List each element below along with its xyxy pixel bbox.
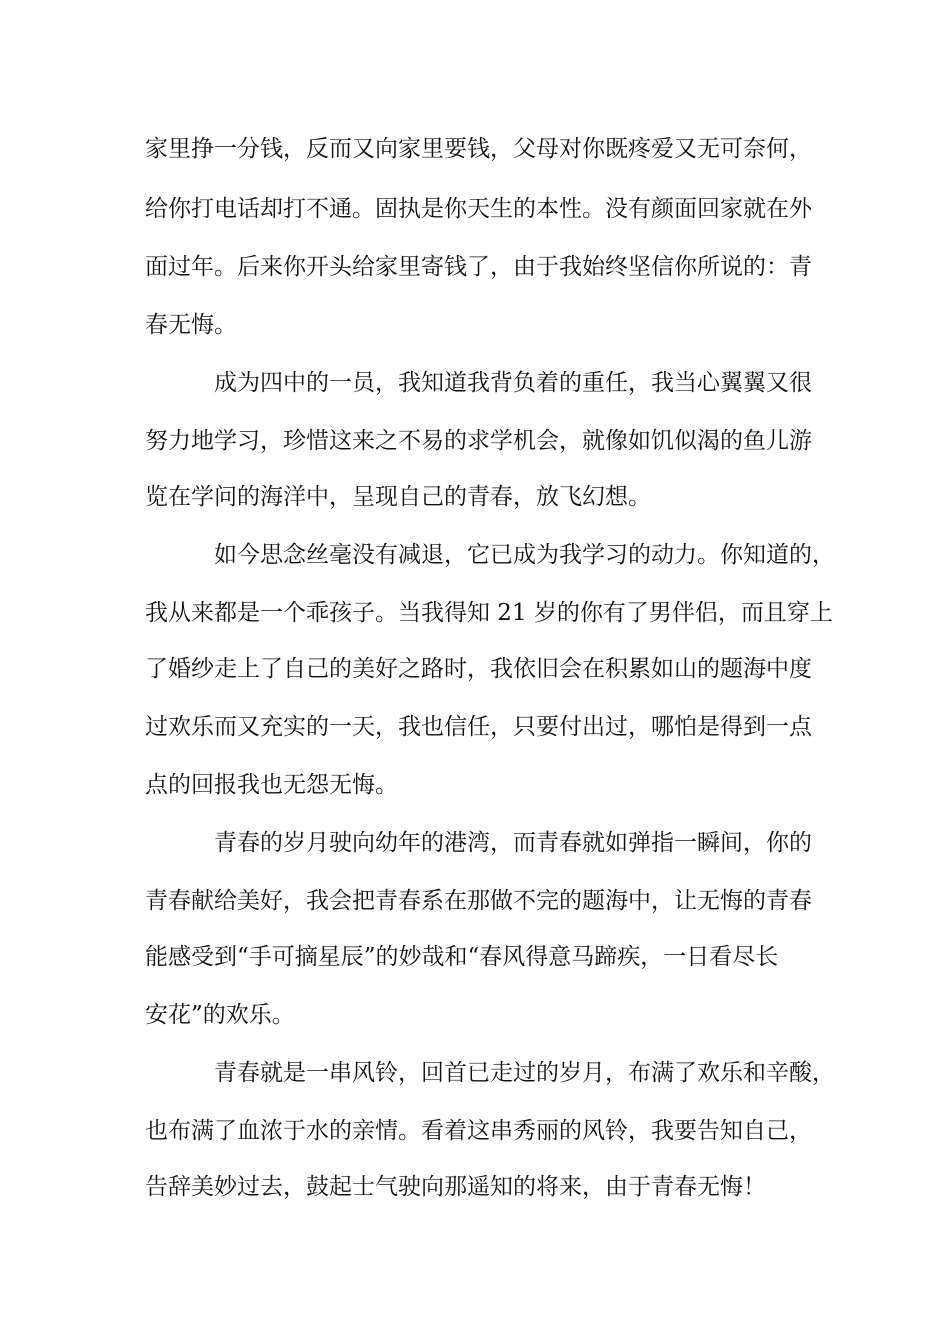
text-line: 能感受到“手可摘星辰”的妙哉和“春风得意马蹄疾，一日看尽长 xyxy=(145,944,779,970)
text-line: 览在学问的海洋中，呈现自己的青春，放飞幻想。 xyxy=(145,484,651,510)
paragraph-first-line: 如今思念丝毫没有减退，它已成为我学习的动力。你知道的， xyxy=(214,542,835,568)
paragraph-first-line: 青春的岁月驶向幼年的港湾，而青春就如弹指一瞬间，你的 xyxy=(214,830,812,856)
text-line: 告辞美妙过去，鼓起士气驶向那遥知的将来，由于青春无悔！ xyxy=(145,1174,766,1200)
text-line: 春无悔。 xyxy=(145,312,237,338)
text-line: 过欢乐而又充实的一天，我也信任，只要付出过，哪怕是得到一点 xyxy=(145,714,812,740)
text-line: 努力地学习，珍惜这来之不易的求学机会，就像如饥似渴的鱼儿游 xyxy=(145,428,812,454)
text-line: 了婚纱走上了自己的美好之路时，我依旧会在积累如山的题海中度 xyxy=(145,656,812,682)
text-line: 给你打电话却打不通。固执是你天生的本性。没有颜面回家就在外 xyxy=(145,196,812,222)
paragraph-first-line: 青春就是一串风铃，回首已走过的岁月，布满了欢乐和辛酸， xyxy=(214,1060,835,1086)
paragraph-first-line: 成为四中的一员，我知道我背负着的重任，我当心翼翼又很 xyxy=(214,370,812,396)
text-line: 我从来都是一个乖孩子。当我得知 21 岁的你有了男伴侣，而且穿上 xyxy=(145,600,833,626)
text-line: 点的回报我也无怨无悔。 xyxy=(145,772,398,798)
text-line: 安花”的欢乐。 xyxy=(145,1002,295,1028)
text-line: 青春献给美好，我会把青春系在那做不完的题海中，让无悔的青春 xyxy=(145,888,812,914)
text-line: 也布满了血浓于水的亲情。看着这串秀丽的风铃，我要告知自己， xyxy=(145,1118,812,1144)
text-line: 家里挣一分钱，反而又向家里要钱，父母对你既疼爱又无可奈何， xyxy=(145,136,812,162)
text-line: 面过年。后来你开头给家里寄钱了，由于我始终坚信你所说的：青 xyxy=(145,254,812,280)
